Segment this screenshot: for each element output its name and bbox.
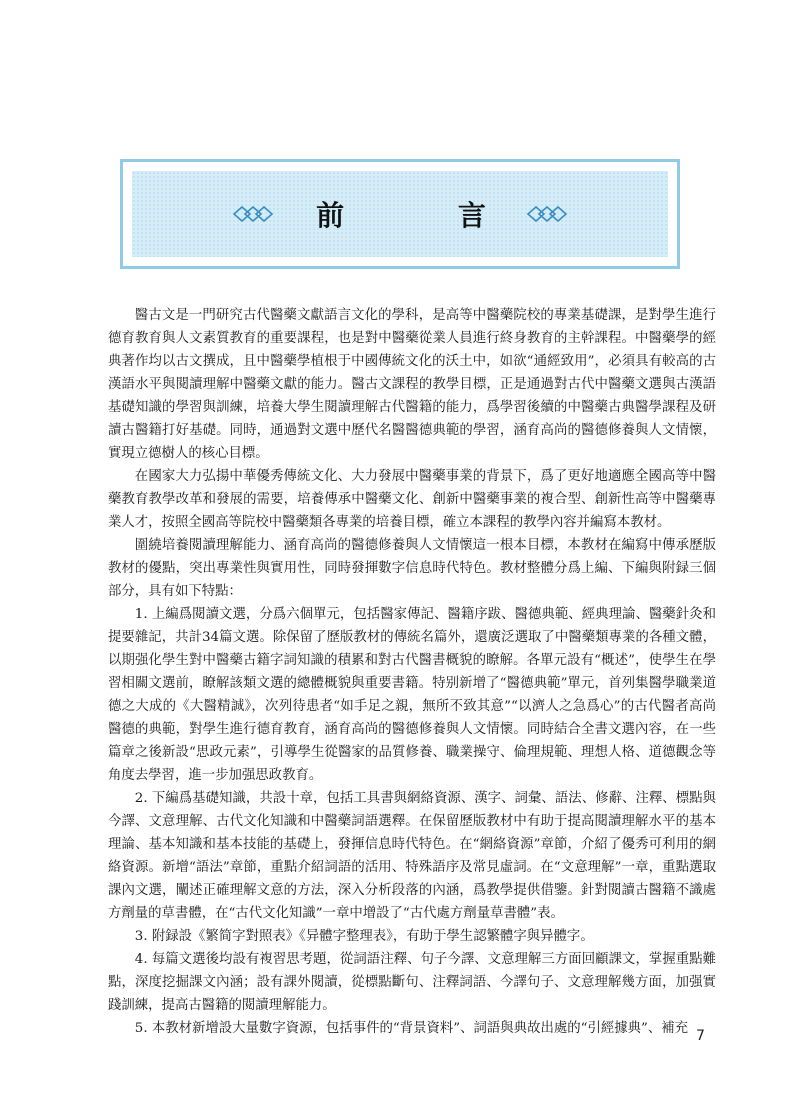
page-title: 前 言	[316, 199, 538, 232]
diamond-chain-ornament-right-icon	[524, 205, 568, 223]
preface-body	[108, 304, 716, 1040]
paragraph-2: 在國家大力弘揚中華優秀傳統文化、大力發展中醫藥事業的背景下，爲了更好地適應全國高等中醫藥教育教學改革和發展的需要，培養傳承中醫藥文化、創新中醫藥事業的複合型、創新性高等中醫藥專業人才，按照全國高等院校中醫藥類各專業的培養目標，確立本課程的教學內容并編寫本教材。	[108, 469, 716, 530]
paragraph-6: 3. 附録設《繁简字對照表》《异體字整理表》，有助于學生認繁體字與异體字。	[134, 929, 594, 944]
paragraph-5: 2. 下編爲基礎知識，共設十章，包括工具書與網絡資源、漢字、詞彙、語法、修辭、注釋、標點與今譯、文意理解、古代文化知識和中醫藥詞語選釋。在保留歷版教材中有助于提高閱讀理解水平的基本理論、基本知識和基本技能的基礎上，發揮信息時代特色。在“網絡資源”章節，介紹了優秀可利用的網絡資源。新增“語法”章節，重點介紹詞語的活用、特殊語序及常見虛詞。在“文意理解”一章，重點選取課內文選，闡述正確理解文意的方法，深入分析段落的內涵，爲教學提供借鑒。針對閱讀古醫籍不識處方劑量的草書體，在“古代文化知識”一章中增設了“古代處方劑量草書體”表。	[108, 791, 716, 921]
paragraph-1: 醫古文是一門研究古代醫藥文獻語言文化的學科，是高等中醫藥院校的專業基礎課，是對學生進行德育教育與人文素質教育的重要課程，也是對中醫藥從業人員進行終身教育的主幹課程。中醫藥學的經典著作均以古文撰成，且中醫藥學植根于中國傳統文化的沃土中，如欲“通經致用”，必須具有較高的古漢語水平與閱讀理解中醫藥文獻的能力。醫古文課程的教學目標，正是通過對古代中醫藥文選與古漢語基礎知識的學習與訓練，培養大學生閱讀理解古代醫籍的能力，爲學習後續的中醫藥古典醫學課程及研讀古醫籍打好基礎。同時，通過對文選中歷代名醫醫德典範的學習，涵育高尚的醫德修養與人文情懷，實現立德樹人的核心目標。	[108, 308, 716, 461]
diamond-chain-ornament-left-icon	[232, 205, 276, 223]
paragraph-7: 4. 每篇文選後均設有複習思考題，從詞語注釋、句子今譯、文意理解三方面回顧課文，掌握重點難點，深度挖掘課文內涵；設有課外閱讀，從標點斷句、注釋詞語、今譯句子、文意理解幾方面，加强實踐訓練，提高古醫籍的閱讀理解能力。	[108, 952, 716, 1013]
title-wrap	[232, 194, 568, 234]
title-banner-inner	[132, 171, 668, 257]
paragraph-8: 5. 本教材新增設大量數字資源，包括事件的“背景資料”、詞語與典故出處的“引經據典”、補充	[134, 1021, 689, 1036]
paragraph-3: 圍繞培養閱讀理解能力、涵育高尚的醫德修養與人文情懷這一根本目標，本教材在編寫中傳承歷版教材的優點，突出專業性與實用性，同時發揮數字信息時代特色。教材整體分爲上編、下編與附録三個部分，具有如下特點：	[108, 538, 716, 599]
page-number: 7	[696, 1028, 705, 1044]
title-banner	[120, 159, 680, 269]
paragraph-4: 1. 上編爲閱讀文選，分爲六個單元，包括醫家傳記、醫籍序跋、醫德典範、經典理論、醫藥針灸和提要雜記，共計34篇文選。除保留了歷版教材的傳統名篇外，還廣泛選取了中醫藥類專業的各種文體，以期强化學生對中醫藥古籍字詞知識的積累和對古代醫書概貌的瞭解。各單元設有“概述”，使學生在學習相關文選前，瞭解該類文選的總體概貌與重要書籍。特别新增了“醫德典範”單元，首列集醫學職業道德之大成的《大醫精誠》，次列待患者“如手足之親，無所不致其意”“以濟人之急爲心”的古代醫者高尚醫德的典範，對學生進行德育教育，涵育高尚的醫德修養與人文情懷。同時結合全書文選內容，在一些篇章之後新設“思政元素”，引導學生從醫家的品質修養、職業操守、倫理規範、理想人格、道德觀念等角度去學習，進一步加强思政教育。	[108, 607, 716, 783]
